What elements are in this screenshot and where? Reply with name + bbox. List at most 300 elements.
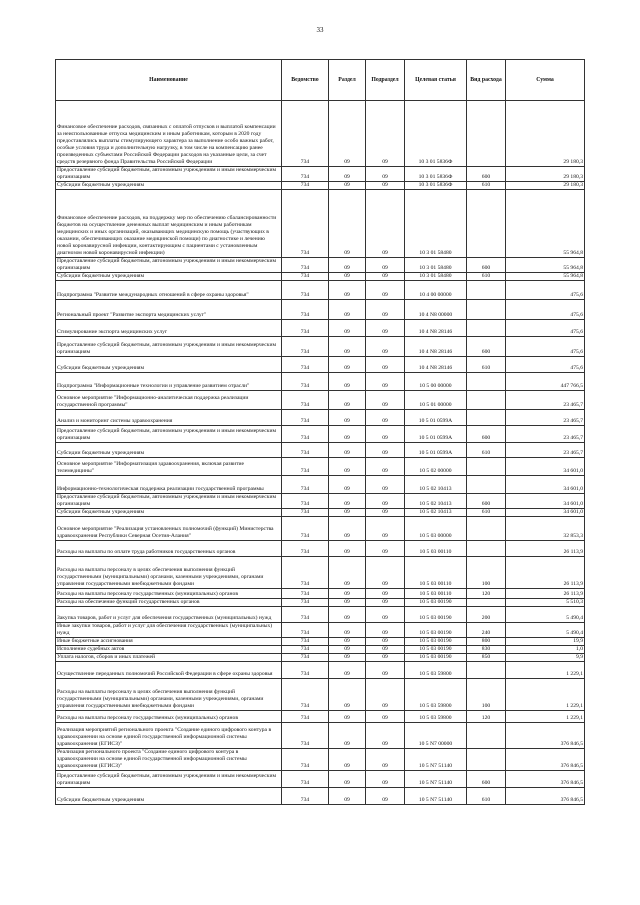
row-razdel: 09 xyxy=(329,273,366,281)
row-razdel: 09 xyxy=(329,426,366,443)
row-summa: 34 601,0 xyxy=(506,509,585,517)
table-row xyxy=(56,711,585,723)
row-summa: 5 490,4 xyxy=(506,623,585,638)
row-vid-rashoda xyxy=(467,281,506,300)
row-celevaya-statya: 10 4 N8 28146 xyxy=(405,320,467,337)
row-vedomstvo: 734 xyxy=(282,167,329,182)
row-vedomstvo: 734 xyxy=(282,494,329,509)
row-summa: 1 229,1 xyxy=(506,662,585,679)
row-vedomstvo: 734 xyxy=(282,101,329,167)
row-celevaya-statya: 10 3 01 58480 xyxy=(405,190,467,258)
row-podrazdel: 09 xyxy=(366,391,405,410)
row-podrazdel: 09 xyxy=(366,458,405,476)
row-celevaya-statya: 10 5 02 10413 xyxy=(405,476,467,494)
row-summa: 376 846,5 xyxy=(506,788,585,805)
row-celevaya-statya: 10 5 03 00000 xyxy=(405,517,467,541)
row-summa: 1 229,1 xyxy=(506,711,585,723)
row-vid-rashoda: 830 xyxy=(467,646,506,654)
row-name: Стимулирование экспорта медицинских услуг xyxy=(56,320,282,337)
row-name: Региональный проект "Развитие экспорта медицинских услуг" xyxy=(56,300,282,320)
row-name: Субсидии бюджетным учреждениям xyxy=(56,509,282,517)
row-name: Информационно-технологическая поддержка реализации государственной программы xyxy=(56,476,282,494)
row-podrazdel: 09 xyxy=(366,541,405,557)
table-row xyxy=(56,476,585,494)
row-podrazdel: 09 xyxy=(366,711,405,723)
row-vedomstvo: 734 xyxy=(282,788,329,805)
row-razdel: 09 xyxy=(329,410,366,426)
row-celevaya-statya: 10 5 00 00000 xyxy=(405,373,467,391)
row-razdel: 09 xyxy=(329,646,366,654)
table-row xyxy=(56,273,585,281)
row-vid-rashoda xyxy=(467,749,506,771)
row-podrazdel: 09 xyxy=(366,788,405,805)
row-podrazdel: 09 xyxy=(366,517,405,541)
row-vedomstvo: 734 xyxy=(282,662,329,679)
row-celevaya-statya: 10 3 01 58480 xyxy=(405,273,467,281)
row-celevaya-statya: 10 4 00 00000 xyxy=(405,281,467,300)
row-name: Предоставление субсидий бюджетным, автономным учреждениям и иным некоммерческим организациям xyxy=(56,337,282,357)
row-vedomstvo: 734 xyxy=(282,599,329,607)
table-row xyxy=(56,509,585,517)
row-name: Закупка товаров, работ и услуг для обеспечения государственных (муниципальных) нужд xyxy=(56,607,282,623)
row-summa: 32 853,3 xyxy=(506,517,585,541)
table-row xyxy=(56,662,585,679)
row-podrazdel: 09 xyxy=(366,557,405,589)
row-podrazdel: 09 xyxy=(366,599,405,607)
row-razdel: 09 xyxy=(329,258,366,273)
row-celevaya-statya: 10 5 03 00190 xyxy=(405,638,467,646)
row-vid-rashoda xyxy=(467,101,506,167)
row-vid-rashoda: 100 xyxy=(467,679,506,711)
row-summa: 55 964,8 xyxy=(506,190,585,258)
row-name: Подпрограмма "Информационные технологии и управление развитием отрасли" xyxy=(56,373,282,391)
row-vedomstvo: 734 xyxy=(282,723,329,749)
row-podrazdel: 09 xyxy=(366,101,405,167)
row-vedomstvo: 734 xyxy=(282,410,329,426)
row-vedomstvo: 734 xyxy=(282,182,329,190)
row-summa: 26 113,9 xyxy=(506,541,585,557)
row-summa: 19,9 xyxy=(506,638,585,646)
row-celevaya-statya: 10 5 03 00190 xyxy=(405,623,467,638)
row-razdel: 09 xyxy=(329,599,366,607)
row-razdel: 09 xyxy=(329,749,366,771)
row-celevaya-statya: 10 5 02 10413 xyxy=(405,509,467,517)
row-vid-rashoda xyxy=(467,476,506,494)
row-razdel: 09 xyxy=(329,182,366,190)
row-summa: 34 601,0 xyxy=(506,494,585,509)
row-summa: 34 601,0 xyxy=(506,476,585,494)
row-vid-rashoda: 600 xyxy=(467,167,506,182)
row-celevaya-statya: 10 5 03 00190 xyxy=(405,654,467,662)
row-vedomstvo: 734 xyxy=(282,541,329,557)
row-razdel: 09 xyxy=(329,320,366,337)
row-vid-rashoda: 610 xyxy=(467,788,506,805)
table-row xyxy=(56,679,585,711)
table-row xyxy=(56,771,585,788)
row-name: Финансовое обеспечение расходов, связанных с оплатой отпусков и выплатой компенсации за неиспользованные отпуска медицинским и иным работникам, которым в 2020 году предоставлялись выплаты стимулирующего характера за выполнение особо важных работ, особые условия труда и дополнительную нагрузку, в том числе на компенсацию ранее произведенных субъектами Российской Федерации расходов на указанные цели, за счет средств резервного фонда Правительства Российской Федерации xyxy=(56,101,282,167)
row-summa: 475,6 xyxy=(506,300,585,320)
row-summa: 55 964,8 xyxy=(506,273,585,281)
table-row xyxy=(56,357,585,373)
row-vid-rashoda xyxy=(467,320,506,337)
budget-table xyxy=(55,59,585,805)
row-celevaya-statya: 10 5 03 00190 xyxy=(405,646,467,654)
header-razdel: Раздел xyxy=(329,60,366,101)
table-row xyxy=(56,623,585,638)
row-vedomstvo: 734 xyxy=(282,646,329,654)
row-vid-rashoda xyxy=(467,300,506,320)
row-razdel: 09 xyxy=(329,458,366,476)
row-podrazdel: 09 xyxy=(366,281,405,300)
row-vedomstvo: 734 xyxy=(282,357,329,373)
row-vedomstvo: 734 xyxy=(282,458,329,476)
row-razdel: 09 xyxy=(329,589,366,599)
row-summa: 5 490,4 xyxy=(506,607,585,623)
row-razdel: 09 xyxy=(329,476,366,494)
row-name: Реализация мероприятий регионального проекта "Создание единого цифрового контура в здравоохранении на основе единой государственной информационной системы здравоохранения (ЕГИСЗ)" xyxy=(56,723,282,749)
row-vid-rashoda xyxy=(467,410,506,426)
row-podrazdel: 09 xyxy=(366,167,405,182)
row-summa: 29 180,3 xyxy=(506,101,585,167)
row-name: Расходы на обеспечение функций государственных органов xyxy=(56,599,282,607)
table-row xyxy=(56,599,585,607)
row-vid-rashoda xyxy=(467,599,506,607)
row-vid-rashoda: 600 xyxy=(467,494,506,509)
row-summa: 23 465,7 xyxy=(506,410,585,426)
row-vedomstvo: 734 xyxy=(282,623,329,638)
row-vid-rashoda: 610 xyxy=(467,443,506,458)
row-vid-rashoda: 800 xyxy=(467,638,506,646)
row-name: Иные закупки товаров, работ и услуг для обеспечения государственных (муниципальных) нужд xyxy=(56,623,282,638)
row-podrazdel: 09 xyxy=(366,190,405,258)
header-podrazdel: Подраздел xyxy=(366,60,405,101)
table-row xyxy=(56,723,585,749)
row-celevaya-statya: 10 5 N7 51140 xyxy=(405,749,467,771)
row-podrazdel: 09 xyxy=(366,373,405,391)
row-razdel: 09 xyxy=(329,662,366,679)
row-vedomstvo: 734 xyxy=(282,281,329,300)
row-name: Субсидии бюджетным учреждениям xyxy=(56,357,282,373)
table-row xyxy=(56,638,585,646)
row-podrazdel: 09 xyxy=(366,607,405,623)
row-name: Субсидии бюджетным учреждениям xyxy=(56,182,282,190)
row-celevaya-statya: 10 5 03 59800 xyxy=(405,711,467,723)
table-row xyxy=(56,557,585,589)
table-row xyxy=(56,607,585,623)
row-podrazdel: 09 xyxy=(366,638,405,646)
row-summa: 475,6 xyxy=(506,320,585,337)
row-vid-rashoda: 600 xyxy=(467,337,506,357)
row-celevaya-statya: 10 5 03 59800 xyxy=(405,679,467,711)
row-razdel: 09 xyxy=(329,281,366,300)
row-vid-rashoda xyxy=(467,190,506,258)
row-vedomstvo: 734 xyxy=(282,273,329,281)
row-razdel: 09 xyxy=(329,517,366,541)
row-vedomstvo: 734 xyxy=(282,320,329,337)
row-summa: 23 465,7 xyxy=(506,426,585,443)
row-celevaya-statya: 10 4 N8 28146 xyxy=(405,357,467,373)
page-number: 33 xyxy=(316,26,324,34)
table-row xyxy=(56,654,585,662)
row-name: Осуществление переданных полномочий Российской Федерации в сфере охраны здоровья xyxy=(56,662,282,679)
row-name: Основное мероприятие "Реализация установленных полномочий (функций) Министерства здравоохранения Республики Северная Осетия-Алания" xyxy=(56,517,282,541)
row-celevaya-statya: 10 5 03 00110 xyxy=(405,589,467,599)
row-razdel: 09 xyxy=(329,391,366,410)
row-celevaya-statya: 10 5 01 0599A xyxy=(405,410,467,426)
row-vid-rashoda xyxy=(467,391,506,410)
row-summa: 376 846,5 xyxy=(506,771,585,788)
row-name: Расходы на выплаты персоналу государственных (муниципальных) органов xyxy=(56,589,282,599)
row-razdel: 09 xyxy=(329,771,366,788)
table-row xyxy=(56,300,585,320)
row-podrazdel: 09 xyxy=(366,410,405,426)
table-row xyxy=(56,391,585,410)
header-name: Наименование xyxy=(56,60,282,101)
row-vedomstvo: 734 xyxy=(282,679,329,711)
row-vedomstvo: 734 xyxy=(282,443,329,458)
row-vid-rashoda: 610 xyxy=(467,357,506,373)
row-name: Предоставление субсидий бюджетным, автономным учреждениям и иным некоммерческим организациям xyxy=(56,258,282,273)
row-name: Субсидии бюджетным учреждениям xyxy=(56,788,282,805)
row-name: Финансовое обеспечение расходов, на поддержку мер по обеспечению сбалансированности бюджетов на осуществление денежных выплат медицинским и иным работникам медицинских и иных организаций, оказывающих медицинскую помощь (участвующих в оказании, обеспечивающих оказание медицинской помощи) по диагностике и лечению новой коронавирусной инфекции, контактирующим с пациентами с установленным диагнозом новой коронавирусной инфекции) xyxy=(56,190,282,258)
row-summa: 23 465,7 xyxy=(506,391,585,410)
row-vid-rashoda xyxy=(467,373,506,391)
row-razdel: 09 xyxy=(329,494,366,509)
row-vedomstvo: 734 xyxy=(282,337,329,357)
row-vid-rashoda: 610 xyxy=(467,273,506,281)
row-summa: 29 180,3 xyxy=(506,167,585,182)
table-row xyxy=(56,646,585,654)
row-name: Субсидии бюджетным учреждениям xyxy=(56,273,282,281)
row-summa: 23 465,7 xyxy=(506,443,585,458)
row-razdel: 09 xyxy=(329,167,366,182)
row-summa: 475,6 xyxy=(506,337,585,357)
row-vedomstvo: 734 xyxy=(282,426,329,443)
row-name: Предоставление субсидий бюджетным, автономным учреждениям и иным некоммерческим организациям xyxy=(56,771,282,788)
table-row xyxy=(56,373,585,391)
table-row xyxy=(56,281,585,300)
row-summa: 26 113,9 xyxy=(506,557,585,589)
row-podrazdel: 09 xyxy=(366,646,405,654)
row-celevaya-statya: 10 5 02 10413 xyxy=(405,494,467,509)
row-razdel: 09 xyxy=(329,638,366,646)
row-celevaya-statya: 10 5 N7 51140 xyxy=(405,788,467,805)
row-vedomstvo: 734 xyxy=(282,476,329,494)
table-row xyxy=(56,426,585,443)
row-celevaya-statya: 10 5 N7 51140 xyxy=(405,771,467,788)
row-podrazdel: 09 xyxy=(366,494,405,509)
row-vid-rashoda: 100 xyxy=(467,557,506,589)
row-name: Основное мероприятие "Информационно-аналитическая поддержка реализации государственной программы" xyxy=(56,391,282,410)
row-vedomstvo: 734 xyxy=(282,749,329,771)
row-vedomstvo: 734 xyxy=(282,509,329,517)
row-razdel: 09 xyxy=(329,373,366,391)
row-podrazdel: 09 xyxy=(366,662,405,679)
row-vid-rashoda xyxy=(467,662,506,679)
row-celevaya-statya: 10 5 01 00000 xyxy=(405,391,467,410)
row-razdel: 09 xyxy=(329,711,366,723)
row-name: Основное мероприятие "Информатизация здравоохранения, включая развитие телемедицины" xyxy=(56,458,282,476)
row-name: Исполнение судебных актов xyxy=(56,646,282,654)
row-podrazdel: 09 xyxy=(366,679,405,711)
row-podrazdel: 09 xyxy=(366,476,405,494)
table-row xyxy=(56,258,585,273)
row-vedomstvo: 734 xyxy=(282,557,329,589)
table-row xyxy=(56,101,585,167)
row-name: Реализация регионального проекта "Создание единого цифрового контура в здравоохранении на основе единой государственной информационной системы здравоохранения (ЕГИСЗ)" xyxy=(56,749,282,771)
row-razdel: 09 xyxy=(329,541,366,557)
row-celevaya-statya: 10 4 N8 00000 xyxy=(405,300,467,320)
row-podrazdel: 09 xyxy=(366,320,405,337)
row-razdel: 09 xyxy=(329,654,366,662)
row-podrazdel: 09 xyxy=(366,300,405,320)
row-vedomstvo: 734 xyxy=(282,607,329,623)
row-vedomstvo: 734 xyxy=(282,654,329,662)
row-summa: 34 601,0 xyxy=(506,458,585,476)
row-vid-rashoda: 200 xyxy=(467,607,506,623)
row-razdel: 09 xyxy=(329,679,366,711)
row-name: Предоставление субсидий бюджетным, автономным учреждениям и иным некоммерческим организациям xyxy=(56,167,282,182)
row-summa: 475,6 xyxy=(506,281,585,300)
row-podrazdel: 09 xyxy=(366,443,405,458)
row-name: Субсидии бюджетным учреждениям xyxy=(56,443,282,458)
row-name: Расходы на выплаты персоналу в целях обеспечения выполнения функций государственными (муниципальными) органами, казенными учреждениями, органами управления государственными внебюджетными фондами xyxy=(56,679,282,711)
row-podrazdel: 09 xyxy=(366,771,405,788)
row-vedomstvo: 734 xyxy=(282,258,329,273)
row-razdel: 09 xyxy=(329,337,366,357)
row-podrazdel: 09 xyxy=(366,749,405,771)
row-vid-rashoda: 610 xyxy=(467,182,506,190)
row-celevaya-statya: 10 5 03 00190 xyxy=(405,607,467,623)
row-summa: 1,0 xyxy=(506,646,585,654)
row-podrazdel: 09 xyxy=(366,623,405,638)
header-celevaya-statya: Целевая статья xyxy=(405,60,467,101)
row-summa: 5 510,3 xyxy=(506,599,585,607)
row-razdel: 09 xyxy=(329,557,366,589)
row-vid-rashoda xyxy=(467,541,506,557)
row-vid-rashoda: 600 xyxy=(467,258,506,273)
row-vid-rashoda: 600 xyxy=(467,426,506,443)
row-vid-rashoda: 600 xyxy=(467,771,506,788)
row-summa: 447 766,5 xyxy=(506,373,585,391)
row-vid-rashoda: 610 xyxy=(467,509,506,517)
row-celevaya-statya: 10 5 02 00000 xyxy=(405,458,467,476)
row-summa: 9,9 xyxy=(506,654,585,662)
row-vid-rashoda: 850 xyxy=(467,654,506,662)
row-vedomstvo: 734 xyxy=(282,190,329,258)
row-name: Предоставление субсидий бюджетным, автономным учреждениям и иным некоммерческим организациям xyxy=(56,494,282,509)
table-row xyxy=(56,182,585,190)
row-vid-rashoda xyxy=(467,517,506,541)
row-vid-rashoda xyxy=(467,458,506,476)
table-header xyxy=(56,60,585,101)
row-name: Предоставление субсидий бюджетным, автономным учреждениям и иным некоммерческим организациям xyxy=(56,426,282,443)
row-summa: 26 113,9 xyxy=(506,589,585,599)
table-row xyxy=(56,541,585,557)
row-celevaya-statya: 10 4 N8 28146 xyxy=(405,337,467,357)
row-celevaya-statya: 10 5 01 0599A xyxy=(405,443,467,458)
row-celevaya-statya: 10 5 03 00190 xyxy=(405,599,467,607)
header-summa: Сумма xyxy=(506,60,585,101)
row-summa: 29 180,3 xyxy=(506,182,585,190)
row-podrazdel: 09 xyxy=(366,337,405,357)
row-vedomstvo: 734 xyxy=(282,300,329,320)
row-vid-rashoda: 240 xyxy=(467,623,506,638)
row-celevaya-statya: 10 5 01 0599A xyxy=(405,426,467,443)
row-celevaya-statya: 10 5 N7 00000 xyxy=(405,723,467,749)
row-celevaya-statya: 10 3 01 58480 xyxy=(405,258,467,273)
row-summa: 55 964,8 xyxy=(506,258,585,273)
row-podrazdel: 09 xyxy=(366,357,405,373)
row-vedomstvo: 734 xyxy=(282,771,329,788)
row-name: Расходы на выплаты персоналу государственных (муниципальных) органов xyxy=(56,711,282,723)
row-summa: 475,6 xyxy=(506,357,585,373)
row-vid-rashoda: 120 xyxy=(467,711,506,723)
table-row xyxy=(56,749,585,771)
table-row xyxy=(56,458,585,476)
row-podrazdel: 09 xyxy=(366,723,405,749)
table-row xyxy=(56,517,585,541)
row-razdel: 09 xyxy=(329,101,366,167)
table-row xyxy=(56,788,585,805)
row-podrazdel: 09 xyxy=(366,589,405,599)
row-name: Уплата налогов, сборов и иных платежей xyxy=(56,654,282,662)
row-summa: 376 846,5 xyxy=(506,723,585,749)
row-name: Подпрограмма "Развитие международных отношений в сфере охраны здоровья" xyxy=(56,281,282,300)
row-celevaya-statya: 10 3 01 5836Ф xyxy=(405,182,467,190)
row-razdel: 09 xyxy=(329,623,366,638)
table-row xyxy=(56,320,585,337)
row-celevaya-statya: 10 3 01 5836Ф xyxy=(405,167,467,182)
table-row xyxy=(56,167,585,182)
row-podrazdel: 09 xyxy=(366,273,405,281)
row-vedomstvo: 734 xyxy=(282,373,329,391)
row-vid-rashoda: 120 xyxy=(467,589,506,599)
row-podrazdel: 09 xyxy=(366,654,405,662)
row-podrazdel: 09 xyxy=(366,426,405,443)
row-podrazdel: 09 xyxy=(366,258,405,273)
row-vedomstvo: 734 xyxy=(282,638,329,646)
table-row xyxy=(56,443,585,458)
row-vedomstvo: 734 xyxy=(282,589,329,599)
row-vedomstvo: 734 xyxy=(282,711,329,723)
table-row xyxy=(56,494,585,509)
table-row xyxy=(56,410,585,426)
row-vedomstvo: 734 xyxy=(282,517,329,541)
row-razdel: 09 xyxy=(329,357,366,373)
header-vedomstvo: Ведомство xyxy=(282,60,329,101)
table-row xyxy=(56,337,585,357)
row-celevaya-statya: 10 5 03 00110 xyxy=(405,541,467,557)
row-razdel: 09 xyxy=(329,607,366,623)
row-podrazdel: 09 xyxy=(366,182,405,190)
row-name: Анализ и мониторинг системы здравоохранения xyxy=(56,410,282,426)
row-celevaya-statya: 10 5 03 59800 xyxy=(405,662,467,679)
table-row xyxy=(56,190,585,258)
row-name: Иные бюджетные ассигнования xyxy=(56,638,282,646)
row-razdel: 09 xyxy=(329,190,366,258)
row-vid-rashoda xyxy=(467,723,506,749)
row-celevaya-statya: 10 3 01 5836Ф xyxy=(405,101,467,167)
row-podrazdel: 09 xyxy=(366,509,405,517)
table-row xyxy=(56,589,585,599)
row-name: Расходы на выплаты по оплате труда работников государственных органов xyxy=(56,541,282,557)
row-name: Расходы на выплаты персоналу в целях обеспечения выполнения функций государственными (муниципальными) органами, казенными учреждениями, органами управления государственными внебюджетными фондами xyxy=(56,557,282,589)
row-summa: 1 229,1 xyxy=(506,679,585,711)
header-vid-rashoda: Вид расхода xyxy=(467,60,506,101)
row-vedomstvo: 734 xyxy=(282,391,329,410)
row-celevaya-statya: 10 5 03 00110 xyxy=(405,557,467,589)
